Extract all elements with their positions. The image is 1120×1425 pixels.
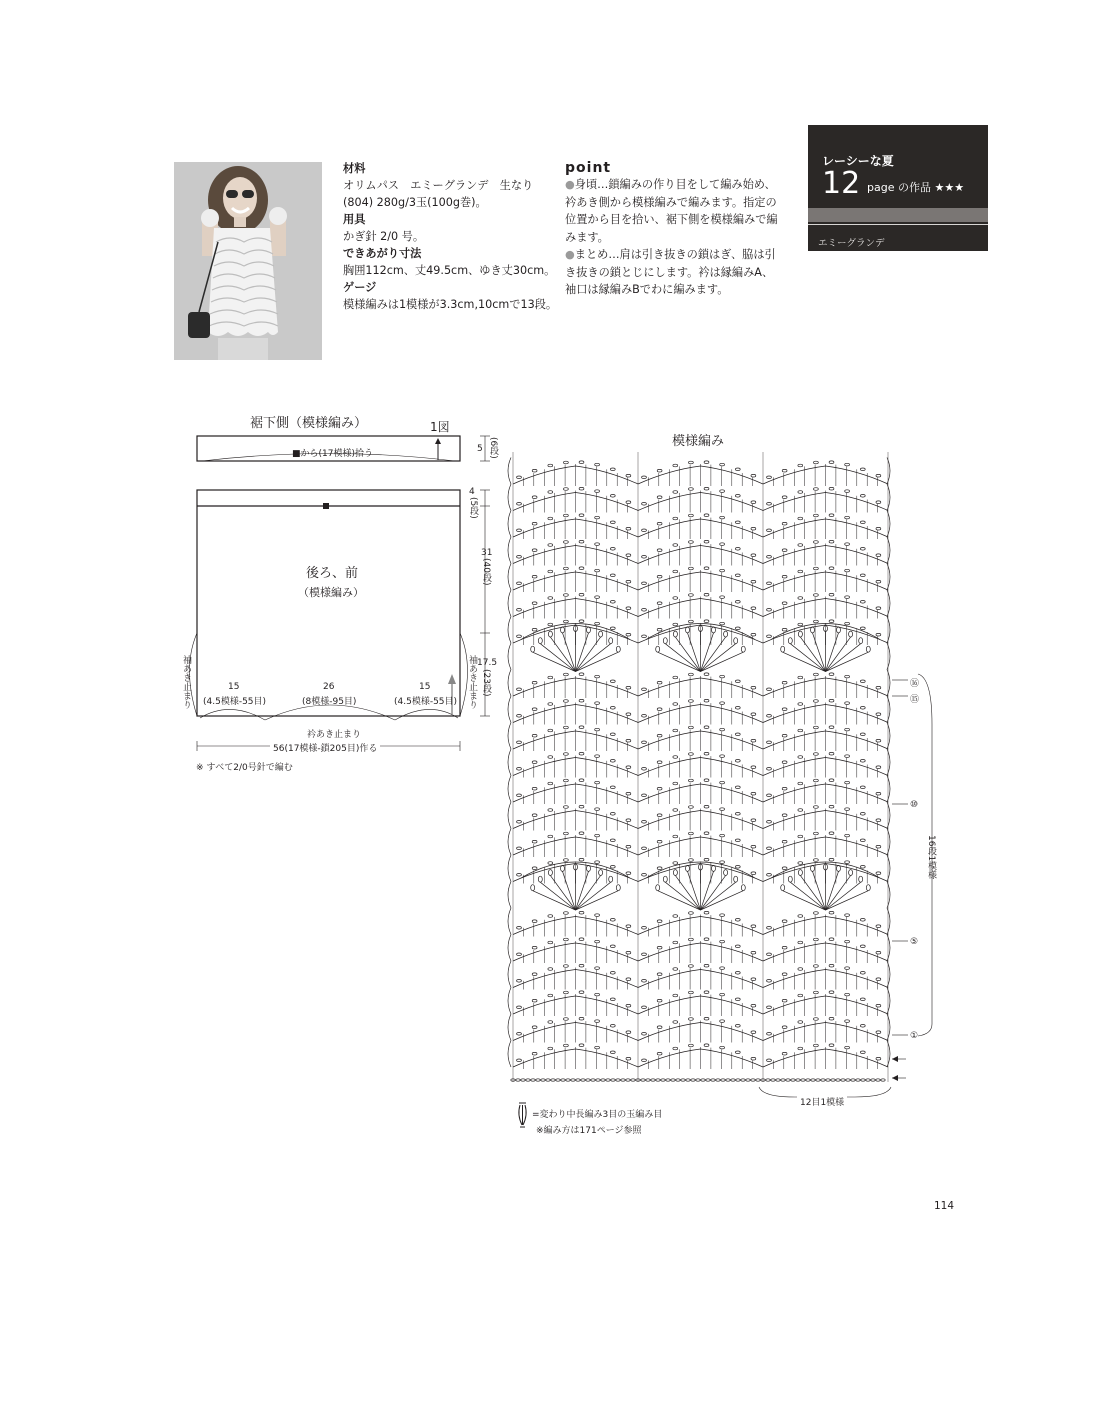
row-marker-16: ⑯ — [910, 679, 920, 689]
point-line-1: 身頃…鎖編みの作り目をして編み始め、 — [574, 178, 776, 191]
yarn-swatch-band — [808, 208, 988, 222]
right-detail: (4.5模様-55目) — [394, 697, 458, 707]
work-number: 12 — [822, 166, 861, 201]
left-width: 15 — [228, 682, 240, 692]
gauge-text: 模様編みは1模様が3.3cm,10cmで13段。 — [343, 298, 558, 311]
row-marker-10: ⑩ — [910, 800, 919, 810]
gauge-heading: ゲージ — [343, 281, 377, 294]
point-block — [565, 160, 780, 299]
bobble-stitch-icon — [514, 1101, 532, 1129]
body-rows: (40段) — [481, 558, 491, 586]
point-line-4: みます。 — [565, 230, 609, 244]
point-line-7: 袖口は縁編みBでわに編みます。 — [565, 283, 729, 296]
top-height: 4 — [469, 487, 475, 497]
tools-text: かぎ針 2/0 号。 — [343, 230, 425, 243]
point-line-6: き抜きの鎖とじにします。衿は縁編みA、 — [565, 265, 774, 279]
yarn-line-1: オリムパス エミーグランデ 生なり — [343, 179, 534, 192]
chart-annotations — [888, 664, 938, 1104]
body-height: 31 — [481, 548, 493, 558]
hem-rows: (6段) — [488, 437, 498, 459]
sleeve-stop-right: 袖あき止まり — [467, 655, 477, 709]
row-marker-5: ⑤ — [910, 937, 919, 947]
yarn-line-2: (804) 280g/3玉(100g巻)。 — [343, 196, 487, 209]
repeat-stitches-label: 12目1模様 — [797, 1095, 847, 1108]
legend-note: ※編み方は171ページ参照 — [536, 1126, 642, 1136]
top-rows: (5段) — [468, 497, 478, 519]
center-detail: (8模様-95目) — [302, 697, 357, 707]
row-marker-15: ⑮ — [910, 695, 920, 705]
title-box — [808, 125, 988, 251]
side-rows: (23段) — [481, 669, 491, 697]
hem-title: 裾下側（模様編み） — [250, 416, 368, 431]
figure-label: 1図 — [430, 420, 450, 434]
size-heading: できあがり寸法 — [343, 247, 422, 260]
hem-height: 5 — [477, 444, 483, 454]
total-width: 56(17模様-鎖205目)作る — [270, 741, 380, 754]
sleeve-stop-left: 袖あき止まり — [181, 655, 191, 709]
left-detail: (4.5模様-55目) — [203, 697, 267, 707]
divider — [808, 224, 988, 225]
page-number: 114 — [934, 1200, 955, 1212]
tools-heading: 用具 — [343, 213, 366, 226]
series-title: レーシーな夏 — [822, 154, 894, 168]
point-line-3: 位置から目を拾い、裾下側を模様編みで編 — [565, 213, 778, 226]
repeat-rows-label: 16段1模様 — [926, 835, 936, 880]
chart-title: 模様編み — [672, 434, 725, 449]
page-suffix: page の作品 ★★★ — [867, 181, 965, 194]
center-width: 26 — [323, 682, 335, 692]
point-line-5: まとめ…肩は引き抜きの鎖はぎ、脇は引 — [574, 248, 776, 261]
hem-pickup-label: ■から(17模様)拾う — [292, 449, 373, 459]
stitch-chart — [505, 452, 895, 1092]
row-marker-1: ① — [910, 1031, 919, 1041]
point-heading: point — [565, 160, 612, 176]
body-title: 後ろ、前 — [306, 566, 359, 581]
yarn-heading: 材料 — [343, 162, 366, 175]
neck-stop-label: 衿あき止まり — [307, 730, 362, 740]
legend-text: =変わり中長編み3目の玉編み目 — [532, 1110, 663, 1120]
right-width: 15 — [419, 682, 431, 692]
size-text: 胸囲112cm、丈49.5cm、ゆき丈30cm。 — [343, 264, 556, 277]
body-subtitle: （模様編み） — [298, 586, 364, 599]
yarn-name: エミーグランデ — [818, 238, 885, 249]
materials-block — [343, 160, 563, 313]
knitting-note: ※ すべて2/0号針で編む — [196, 763, 293, 773]
point-line-2: 衿あき側から模様編みで編みます。指定の — [565, 195, 777, 209]
model-photo — [174, 162, 322, 360]
side-height: 17.5 — [477, 658, 498, 668]
bullet-icon: ● — [565, 178, 575, 191]
bullet-icon: ● — [565, 248, 575, 261]
